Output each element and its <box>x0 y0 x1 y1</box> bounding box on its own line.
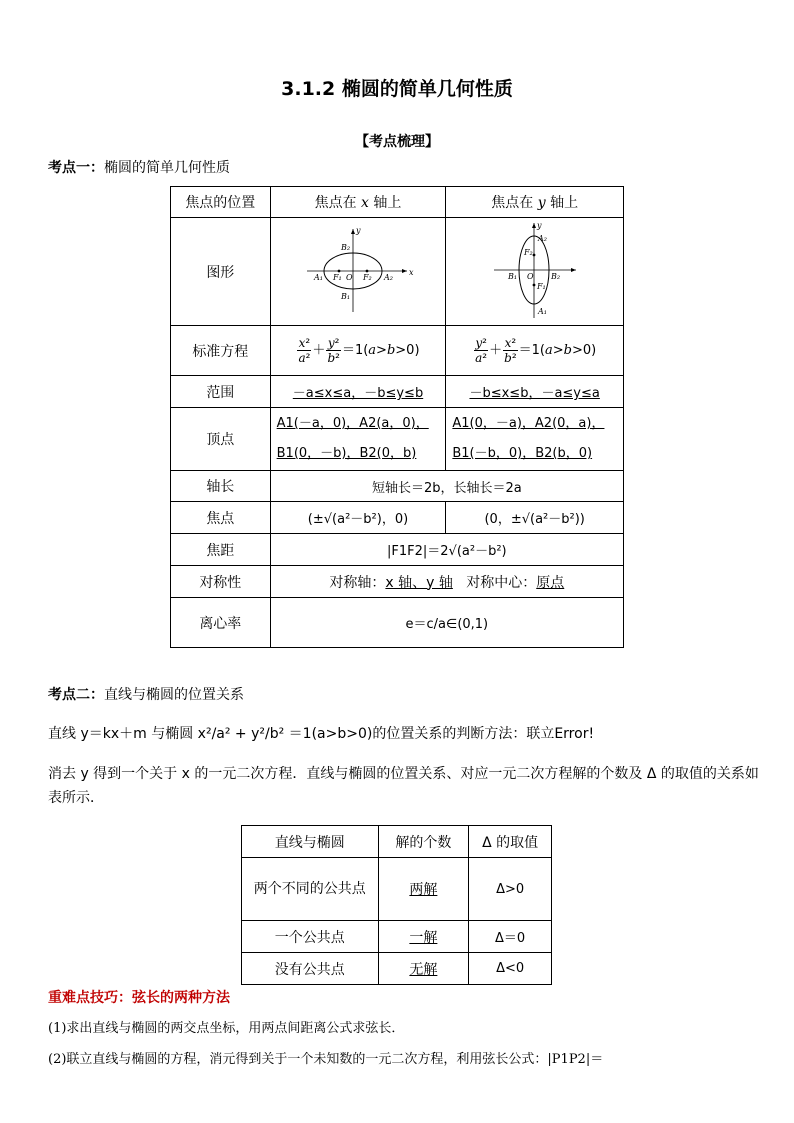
eq-y: $\frac{\text{y²}}{\text{a²}}$ ＋ $\frac{\text{x²}}{\text{b²}}$ ＝1(a>b>0) <box>446 326 624 376</box>
t2-row3-delta: Δ<0 <box>469 953 552 985</box>
svg-text:F₁: F₁ <box>536 281 546 291</box>
tip2: (2)联立直线与椭圆的方程，消元得到关于一个未知数的一元二次方程，利用弦长公式：|P1P2|＝ <box>48 1052 604 1067</box>
t2-row2-relation: 一个公共点 <box>242 921 379 953</box>
tip-title: 重难点技巧：弦长的两种方法 <box>48 990 230 1006</box>
svg-text:F₂: F₂ <box>363 272 372 282</box>
range-x: －a≤x≤a，－b≤y≤b <box>270 376 446 408</box>
ellipse-x-figure <box>270 218 446 326</box>
point1-heading <box>48 157 230 177</box>
sym-axis-label: 对称轴： <box>329 574 386 591</box>
svg-text:A₂: A₂ <box>537 233 547 243</box>
svg-text:A₂: A₂ <box>384 272 393 282</box>
row-vertex-label: 顶点 <box>171 408 271 471</box>
t2-head-delta: Δ 的取值 <box>469 826 552 858</box>
vertex-x-line1: A1(－a，0)，A2(a，0)， <box>276 416 429 431</box>
symmetry <box>270 566 623 598</box>
point2-heading <box>48 684 244 704</box>
t2-row1-solutions: 两解 <box>378 858 469 921</box>
t2-row2-solutions: 一解 <box>378 921 469 953</box>
head-position: 焦点的位置 <box>171 187 271 218</box>
page-title: 3.1.2 椭圆的简单几何性质 <box>281 78 513 100</box>
svg-text:O: O <box>346 272 353 282</box>
row-ecc-label: 离心率 <box>171 598 271 648</box>
vertex-y-line1: A1(0，－a)，A2(0，a)， <box>452 416 605 431</box>
row-eq-label: 标准方程 <box>171 326 271 376</box>
sym-center: 原点 <box>536 574 565 591</box>
svg-text:B₁: B₁ <box>507 271 517 281</box>
para1: 直线 y＝kx＋m 与椭圆 x²/a² + y²/b² ＝1(a>b>0)的位置关系的判断方法：联立Error! <box>48 726 595 742</box>
t2-head-solutions: 解的个数 <box>378 826 469 858</box>
sym-center-label: 对称中心： <box>466 574 537 591</box>
vertex-y-line2: B1(－b，0)，B2(b，0) <box>452 446 593 461</box>
svg-text:x: x <box>409 267 414 277</box>
range-y: －b≤x≤b，－a≤y≤a <box>446 376 624 408</box>
focus-y: (0，±√(a²－b²)) <box>446 502 624 534</box>
ellipse-properties-table <box>170 186 624 648</box>
tip1: (1)求出直线与椭圆的两交点坐标，用两点间距离公式求弦长． <box>48 1021 405 1036</box>
eq-x: $\frac{\text{x²}}{\text{a²}}$ ＋ $\frac{\text{y²}}{\text{b²}}$ ＝1(a>b>0) <box>270 326 446 376</box>
row-fd-label: 焦距 <box>171 534 271 566</box>
eccentricity: e＝c/a∈(0,1) <box>270 598 623 648</box>
svg-text:B₂: B₂ <box>341 242 351 252</box>
vertex-x-line2: B1(0，－b)，B2(0，b) <box>276 446 417 461</box>
row-sym-label: 对称性 <box>171 566 271 598</box>
section-header: 【考点梳理】 <box>355 134 439 150</box>
svg-text:O: O <box>526 271 534 281</box>
ellipse-y-figure <box>446 218 624 326</box>
svg-text:A₁: A₁ <box>314 272 323 282</box>
svg-text:B₂: B₂ <box>550 271 560 281</box>
t2-head-relation: 直线与椭圆 <box>242 826 379 858</box>
svg-text:y: y <box>356 225 361 235</box>
t2-row2-delta: Δ＝0 <box>469 921 552 953</box>
svg-text:F₁: F₁ <box>333 272 342 282</box>
svg-text:B₁: B₁ <box>341 291 351 301</box>
row-axis-label: 轴长 <box>171 471 271 502</box>
vertex-x <box>270 408 446 471</box>
t2-row1-delta: Δ>0 <box>469 858 552 921</box>
axis-length: 短轴长＝2b，长轴长＝2a <box>270 471 623 502</box>
row-range-label: 范围 <box>171 376 271 408</box>
row-focus-label: 焦点 <box>171 502 271 534</box>
head-y-axis: 焦点在 y 轴上 <box>446 187 624 218</box>
svg-text:A₁: A₁ <box>537 306 547 316</box>
line-ellipse-table <box>241 825 552 985</box>
focal-distance: |F1F2|＝2√(a²－b²) <box>270 534 623 566</box>
point1-prefix: 考点一： <box>48 160 104 176</box>
point2-text: 直线与椭圆的位置关系 <box>104 687 244 703</box>
point1-text: 椭圆的简单几何性质 <box>104 160 230 176</box>
t2-row1-relation: 两个不同的公共点 <box>242 858 379 921</box>
focus-x: (±√(a²－b²)，0) <box>270 502 446 534</box>
vertex-y <box>446 408 624 471</box>
svg-text:F₂: F₂ <box>523 247 533 257</box>
svg-text:y: y <box>536 220 542 230</box>
para2: 消去 y 得到一个关于 x 的一元二次方程．直线与椭圆的位置关系、对应一元二次方程解的个数及 Δ 的取值的关系如表所示． <box>48 766 759 806</box>
point2-prefix: 考点二： <box>48 687 104 703</box>
row-shape-label: 图形 <box>171 218 271 326</box>
sym-axis: x 轴、y 轴 <box>385 574 453 591</box>
t2-row3-relation: 没有公共点 <box>242 953 379 985</box>
head-x-axis: 焦点在 x 轴上 <box>270 187 446 218</box>
t2-row3-solutions: 无解 <box>378 953 469 985</box>
